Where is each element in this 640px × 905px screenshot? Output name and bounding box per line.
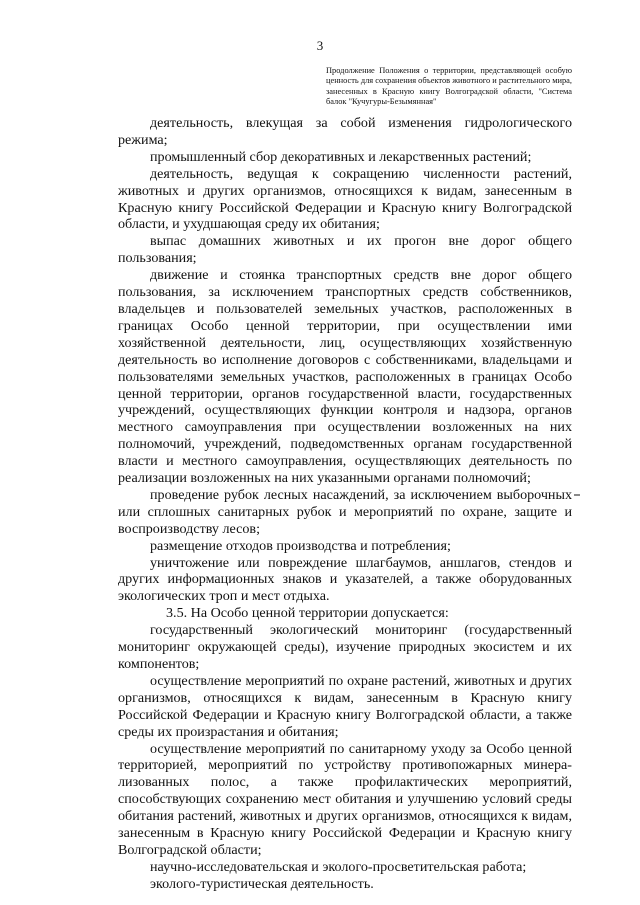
section-heading: 3.5. На Особо ценной территории допускается: (166, 605, 449, 622)
paragraph: уничтожение или повреждение шлагбаумов, аншлагов, стендов и других информационных знаков и указателей, а также оборудованных экологических троп и мест отдыха. (118, 554, 572, 605)
section-item: научно-исследовательская и эколого-просветительская работа; (150, 858, 527, 875)
paragraph: движение и стоянка транспортных средств вне дорог общего пользования, за исключением транспортных средств собственников, владельцев и пользователей земельных участков, расположенных в границах Особо ценной территории, при осуществлении ими хозяйственной деятельности, лиц, осуществляющих хозяйственную деятельность во исполнение договоров с собственниками, владельцами и пользователями земельных участков, расположенных в границах Особо ценной территории, органов государственной власти, государственных учреждений, осуществляющих функции контроля и надзора, органов местного самоуправления при осуществлении возложенных на них полномочий, учреждений, подведомственных органам государственной власти и местного самоуправления, осуществляющих деятельность по реализации возложенных на них указанными органами полномочий; (118, 267, 572, 487)
section-item: государственный экологический мониторинг (государственный мониторинг окружающей среды), изучение природных экосистем и их компонентов; (118, 622, 572, 672)
page-number: 3 (316, 38, 324, 53)
paragraph: проведение рубок лесных насаждений, за исключением выборочных или сплошных санитарных рубок и мероприятий по охране, защите и воспроизводству лесов; (118, 486, 572, 537)
section-item: эколого-туристическая деятельность. (150, 875, 374, 892)
header-note: Продолжение Положения о территории, представляющей особую ценность для сохранения объектов животного и растительного мира, занесенных в Красную книгу Волгоградской области, "Система балок "Кучугуры-Безымянная" (326, 66, 572, 107)
section-item: осуществление мероприятий по охране растений, животных и других организмов, относящихся к видам, занесенным в Красную книгу Российской Федерации и Красную книгу Волгоградской области, а также среды их произрастания и обитания; (118, 672, 572, 740)
scan-mark (574, 494, 580, 496)
section-item: осуществление мероприятий по санитарному уходу за Особо ценной территорией, мероприятий по устройству противопожарных минера-лизованных полос, а также профилактических мероприятий, способствующих сохранению мест обитания и улучшению условий среды обитания растений, животных и других организмов, относящихся к видам, занесенным в Красную книгу Российской Федерации и Красную книгу Волгоградской области; (118, 740, 572, 858)
paragraph: размещение отходов производства и потребления; (150, 537, 451, 554)
paragraph: деятельность, влекущая за собой изменения гидрологического режима; (118, 115, 572, 148)
paragraph: промышленный сбор декоративных и лекарственных растений; (150, 148, 532, 165)
document-body (118, 115, 572, 893)
paragraph: деятельность, ведущая к сокращению численности растений, животных и других организмов, относящихся к видам, занесенным в Красную книгу Российской Федерации и Красную книгу Волгоградской области, и ухудшающая среду их обитания; (118, 165, 572, 233)
paragraph: выпас домашних животных и их прогон вне дорог общего пользования; (118, 233, 572, 267)
